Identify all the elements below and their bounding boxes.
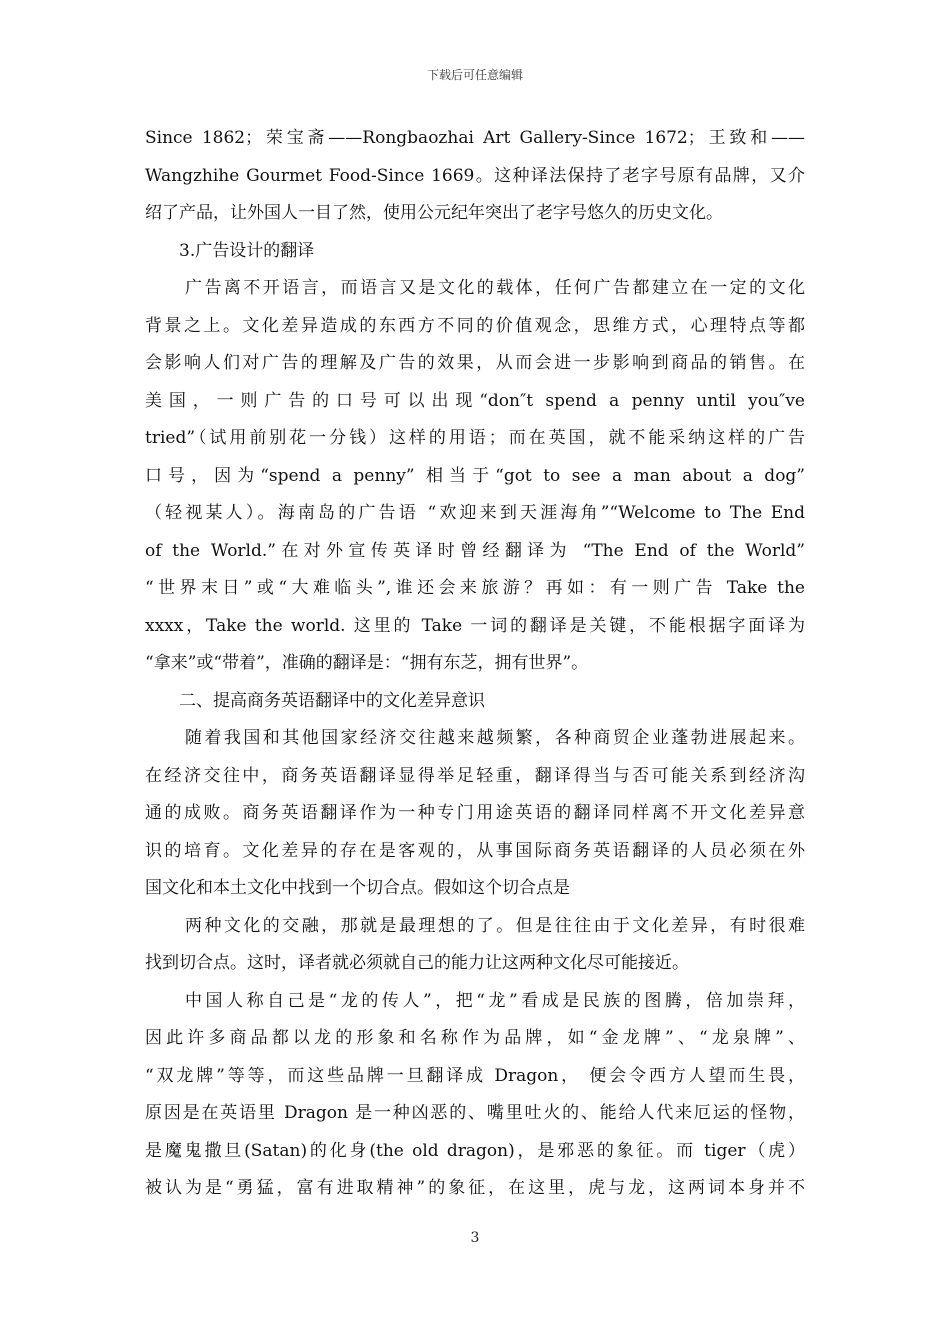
text-line: 背景之上。文化差异造成的东西方不同的价值观念，思维方式，心理特点等都: [145, 315, 805, 336]
text-line: Since 1862；荣宝斋——Rongbaozhai Art Gallery-Since 1672；王致和——: [145, 128, 805, 148]
text-line: xxxx，Take the world. 这里的 Take 一词的翻译是关键，不能根据字面译为: [145, 615, 805, 636]
text-line: tried”（试用前别花一分钱）这样的用语；而在英国，就不能采纳这样的广告: [145, 428, 805, 448]
document-body: [145, 120, 805, 1208]
text-line: 被认为是“勇猛，富有进取精神”的象征，在这里，虎与龙，这两词本身并不: [145, 1178, 805, 1198]
text-line: 口号，因为“spend a penny” 相当于“got to see a man about a dog”: [145, 465, 805, 486]
text-line: “拿来”或“带着”，准确的翻译是：“拥有东芝，拥有世界”。: [145, 653, 589, 673]
text-line: 中国人称自己是“龙的传人”，把“龙”看成是民族的图腾，倍加崇拜，: [185, 990, 805, 1011]
text-line: “世界末日”或“大难临头”,谁还会来旅游？再如：有一则广告 Take the: [145, 578, 805, 598]
text-line: “双龙牌”等等，而这些品牌一旦翻译成 Dragon， 便会令西方人望而生畏，: [145, 1065, 805, 1086]
section-heading: 3.广告设计的翻译: [179, 240, 315, 261]
text-line: 国文化和本土文化中找到一个切合点。假如这个切合点是: [145, 878, 570, 898]
page-header: 下载后可任意编辑: [426, 68, 523, 82]
text-line: 美国，一则广告的口号可以出现“don″t spend a penny until you″ve: [145, 390, 805, 411]
text-line: 会影响人们对广告的理解及广告的效果，从而会进一步影响到商品的销售。在: [145, 353, 805, 373]
text-line: 是魔鬼撒旦(Satan)的化身(the old dragon)，是邪恶的象征。而 tiger（虎）: [145, 1140, 805, 1161]
text-line: 在经济交往中，商务英语翻译显得举足轻重，翻译得当与否可能关系到经济沟: [145, 765, 805, 786]
text-line: of the World.”在对外宣传英译时曾经翻译为 “The End of the World”: [145, 540, 805, 561]
text-line: Wangzhihe Gourmet Food-Since 1669。这种译法保持了老字号原有品牌，又介: [145, 165, 805, 186]
text-line: 识的培育。文化差异的存在是客观的，从事国际商务英语翻译的人员必须在外: [145, 840, 805, 861]
text-line: 随着我国和其他国家经济交往越来越频繁，各种商贸企业蓬勃进展起来。: [185, 728, 805, 748]
text-line: 绍了产品，让外国人一目了然，使用公元纪年突出了老字号悠久的历史文化。: [145, 203, 723, 223]
text-line: 两种文化的交融，那就是最理想的了。但是往往由于文化差异，有时很难: [185, 915, 805, 936]
text-line: 通的成败。商务英语翻译作为一种专门用途英语的翻译同样离不开文化差异意: [145, 803, 805, 823]
text-line: 广告离不开语言，而语言又是文化的载体，任何广告都建立在一定的文化: [185, 278, 805, 298]
text-line: 因此许多商品都以龙的形象和名称作为品牌，如“金龙牌”、“龙泉牌”、: [145, 1028, 805, 1048]
section-heading: 二、提高商务英语翻译中的文化差异意识: [179, 690, 485, 711]
text-line: 找到切合点。这时，译者就必须就自己的能力让这两种文化尽可能接近。: [145, 953, 689, 973]
text-line: （轻视某人）。海南岛的广告语 “欢迎来到天涯海角”“Welcome to The End: [145, 503, 805, 523]
page-number: 3: [470, 1230, 480, 1246]
text-line: 原因是在英语里 Dragon 是一种凶恶的、嘴里吐火的、能给人代来厄运的怪物，: [145, 1103, 805, 1123]
